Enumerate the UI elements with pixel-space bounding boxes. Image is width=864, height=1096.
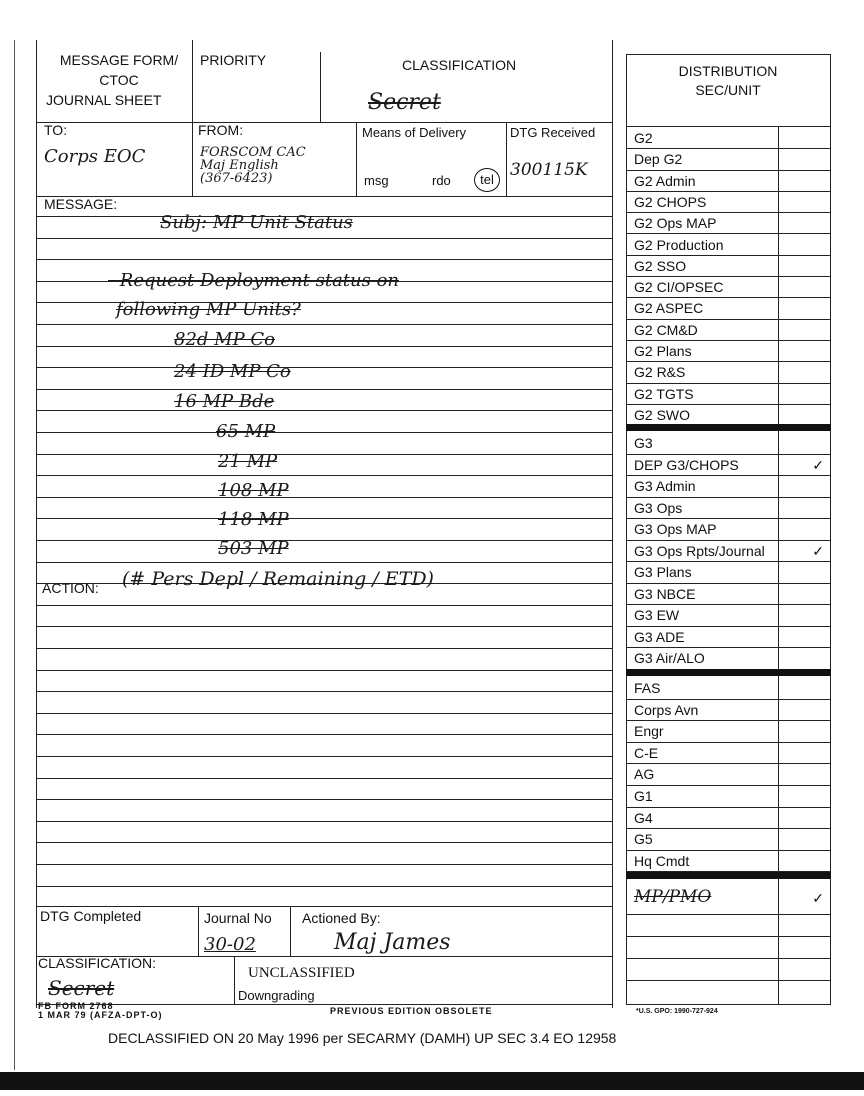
distribution-row-label: G2 CM&D (634, 321, 698, 338)
distribution-row (626, 561, 830, 583)
ruled-line (36, 410, 613, 411)
footer-classification-label: CLASSIFICATION: (38, 955, 156, 971)
distribution-row-label: FAS (634, 680, 661, 696)
distribution-row-label: Hq Cmdt (634, 852, 690, 869)
distribution-row-label: G3 Ops Rpts/Journal (634, 542, 765, 559)
journal-no-label: Journal No (204, 910, 272, 926)
distribution-row (626, 319, 830, 340)
distribution-row-label: G4 (634, 809, 653, 826)
ruled-line (36, 432, 613, 433)
distribution-row (626, 170, 830, 191)
ruled-line (36, 562, 613, 563)
group-divider (626, 669, 831, 676)
distribution-row (626, 583, 830, 605)
distribution-row-label: G3 Air/ALO (634, 650, 705, 666)
unclassified-stamp: UNCLASSIFIED (248, 965, 355, 981)
message-line: 503 MP (218, 538, 289, 559)
distribution-row-label: G2 Admin (634, 172, 696, 189)
distribution-row (626, 699, 830, 721)
group-divider (626, 872, 831, 879)
form-title-line-3: JOURNAL SHEET (46, 92, 162, 108)
check-mark-icon: ✓ (812, 890, 824, 906)
from-value (200, 146, 306, 185)
distribution-row-label: C-E (634, 744, 659, 761)
ruled-line (36, 367, 613, 368)
distribution-row (626, 340, 830, 361)
classification-value: Secret (368, 90, 441, 115)
distribution-row (626, 807, 830, 829)
to-value: Corps EOC (44, 146, 146, 167)
from-value-line-1: FORSCOM CAC (200, 145, 306, 160)
means-option-rdo: rdo (432, 173, 451, 188)
message-line: - Request Deployment status on (108, 270, 400, 291)
ruled-line (36, 540, 613, 541)
ruled-line (36, 756, 613, 757)
distribution-row (626, 850, 830, 872)
ruled-line (36, 691, 613, 692)
ruled-line (36, 454, 613, 455)
footer-classification-value: Secret (48, 976, 115, 1000)
ruled-line (36, 626, 613, 627)
distribution-row-label: Dep G2 (634, 151, 683, 168)
distribution-row (626, 720, 830, 742)
action-label: ACTION: (42, 580, 99, 596)
distribution-row-label: G2 Plans (634, 343, 692, 359)
ruled-line (36, 821, 613, 822)
distribution-row (626, 626, 830, 648)
distribution-row-label: G2 (634, 130, 653, 146)
dtg-received-value: 300115K (510, 160, 588, 180)
distribution-row-label: G2 SSO (634, 257, 687, 274)
journal-no-value: 30-02 (204, 934, 256, 955)
message-line: 24 ID MP Co (174, 361, 291, 382)
ruled-line (36, 842, 613, 843)
distribution-row-label: G5 (634, 831, 653, 848)
ruled-line (36, 346, 613, 347)
means-of-delivery-label: Means of Delivery (362, 125, 467, 140)
distribution-row-label: G3 EW (634, 607, 680, 623)
declassified-note: DECLASSIFIED ON 20 May 1996 per SECARMY (DAMH) UP SEC 3.4 EO 12958 (108, 1030, 617, 1046)
form-title-line-2: CTOC (99, 72, 139, 88)
distribution-row (626, 604, 830, 626)
distribution-row-label: G2 CI/OPSEC (634, 279, 724, 296)
distribution-row-label: G2 Ops MAP (634, 215, 717, 232)
distribution-row (626, 475, 830, 497)
ruled-line (36, 259, 613, 260)
downgrading-label: Downgrading (238, 988, 315, 1003)
action-value: (# Pers Depl / Remaining / ETD) (122, 568, 434, 590)
distribution-row-label: G2 SWO (634, 406, 691, 423)
ruled-line (36, 324, 613, 325)
classification-label: CLASSIFICATION (402, 57, 517, 73)
distribution-row (626, 540, 830, 562)
to-label: TO: (44, 122, 68, 138)
message-line: 108 MP (218, 480, 289, 501)
distribution-row-label: G2 TGTS (634, 385, 694, 402)
distribution-row-label: Engr (634, 723, 664, 740)
distribution-row (626, 297, 830, 318)
message-line: 16 MP Bde (174, 391, 275, 412)
distribution-row-label: G3 (634, 435, 653, 451)
distribution-row (626, 212, 830, 233)
distribution-row-label: Corps Avn (634, 701, 699, 718)
distribution-row (626, 191, 830, 212)
ruled-line (36, 864, 613, 865)
distribution-row (626, 497, 830, 519)
actioned-by-value: Maj James (334, 930, 451, 955)
ruled-line (36, 670, 613, 671)
ruled-line (36, 886, 613, 887)
scan-edge-band (0, 1072, 864, 1090)
distribution-row (626, 276, 830, 297)
distribution-row (626, 647, 830, 669)
ruled-line (36, 238, 613, 239)
priority-label: PRIORITY (200, 52, 267, 68)
ruled-line (36, 778, 613, 779)
distribution-row (626, 828, 830, 850)
distribution-row-label: G1 (634, 788, 653, 804)
distribution-title-line-1: DISTRIBUTION (678, 63, 778, 79)
distribution-row-label: G3 Ops MAP (634, 521, 717, 537)
distribution-row-label: G3 Plans (634, 564, 692, 580)
distribution-row-label: G3 ADE (634, 628, 685, 645)
ruled-line (36, 605, 613, 606)
means-option-tel-selected: tel (474, 168, 500, 192)
previous-edition-note: PREVIOUS EDITION OBSOLETE (330, 1006, 493, 1016)
distribution-row (626, 255, 830, 276)
distribution-row (626, 404, 830, 425)
distribution-row-mp-pmo (626, 887, 830, 908)
distribution-row (626, 518, 830, 540)
check-mark-icon: ✓ (812, 456, 824, 473)
form-id-line-2: 1 MAR 79 (AFZA-DPT-O) (38, 1010, 163, 1020)
gpo-note: *U.S. GPO: 1990-727-924 (636, 1008, 718, 1015)
from-value-line-3: (367-6423) (200, 171, 273, 186)
ruled-line (36, 799, 613, 800)
message-line: 118 MP (218, 509, 289, 530)
message-line: 82d MP Co (174, 329, 276, 350)
ruled-line (36, 648, 613, 649)
message-label: MESSAGE: (44, 196, 118, 212)
distribution-row-label: G2 Production (634, 236, 724, 253)
from-value-line-2: Maj English (200, 158, 279, 173)
ruled-line (36, 713, 613, 714)
scan-edge-line (14, 40, 15, 1070)
ruled-line (36, 475, 613, 476)
form-id (38, 1002, 163, 1020)
form-title (46, 50, 192, 110)
message-line: Subj: MP Unit Status (160, 212, 353, 233)
ruled-line (36, 389, 613, 390)
distribution-row-label: G3 Admin (634, 478, 696, 494)
ruled-line (36, 497, 613, 498)
distribution-row (626, 763, 830, 785)
distribution-row-label: AG (634, 766, 655, 783)
distribution-title-line-2: SEC/UNIT (695, 82, 761, 98)
distribution-row (626, 234, 830, 255)
dtg-received-label: DTG Received (510, 125, 596, 140)
distribution-row (626, 432, 830, 454)
distribution-row-label: G2 ASPEC (634, 300, 704, 317)
distribution-row-label: G3 NBCE (634, 585, 696, 602)
check-mark-icon: ✓ (812, 542, 824, 559)
distribution-row (626, 785, 830, 807)
distribution-row (626, 127, 830, 148)
distribution-row-label: G2 CHOPS (634, 193, 707, 210)
dtg-completed-label: DTG Completed (40, 908, 142, 924)
form-id-line-1: FB FORM 2768 (38, 1001, 114, 1011)
message-line: 21 MP (218, 451, 278, 472)
ruled-line (36, 734, 613, 735)
distribution-title (626, 62, 830, 100)
distribution-row-label: MP/PMO (634, 887, 712, 907)
message-line: following MP Units? (116, 299, 301, 320)
form-title-line-1: MESSAGE FORM/ (59, 52, 179, 68)
distribution-row-label: G2 R&S (634, 364, 686, 381)
distribution-row (626, 742, 830, 764)
group-divider (626, 424, 831, 431)
distribution-row (626, 677, 830, 699)
means-option-msg: msg (364, 173, 389, 188)
distribution-row (626, 454, 830, 476)
distribution-row-label: G3 Ops (634, 499, 683, 516)
actioned-by-label: Actioned By: (302, 910, 381, 926)
message-line: 65 MP (216, 421, 276, 442)
ruled-line (36, 518, 613, 519)
distribution-row-label: DEP G3/CHOPS (634, 456, 739, 473)
distribution-row (626, 361, 830, 382)
from-label: FROM: (198, 122, 244, 138)
distribution-row (626, 383, 830, 404)
distribution-row (626, 148, 830, 169)
